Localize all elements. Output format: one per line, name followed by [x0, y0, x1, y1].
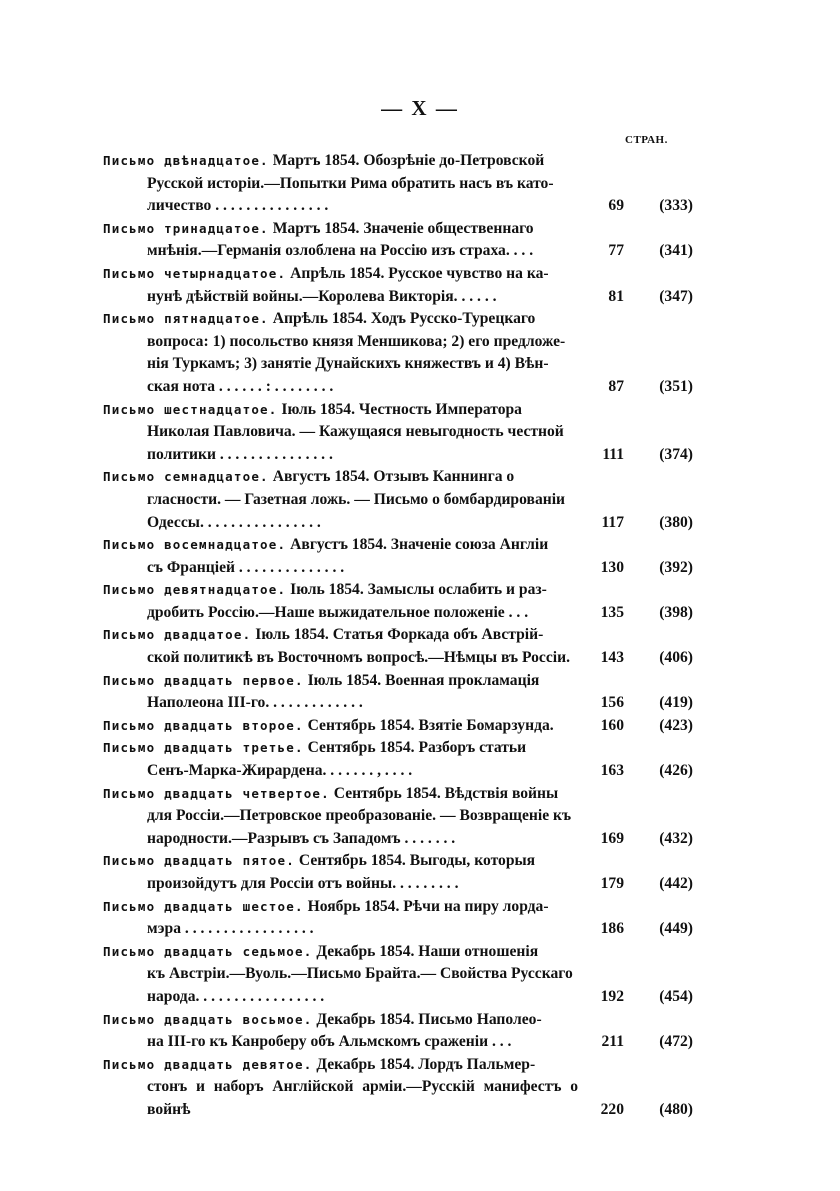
toc-entry-text [103, 218, 578, 263]
original-page-number: (398) [659, 603, 693, 621]
original-page-number: (442) [659, 875, 693, 892]
toc-entry [103, 308, 693, 398]
toc-entry [103, 670, 693, 715]
letter-number: Письмо семнадцатое. [103, 469, 269, 485]
letter-number: Письмо двадцать восьмое. [103, 1011, 313, 1027]
toc-entry [103, 263, 693, 308]
toc-entry-text [103, 737, 578, 782]
toc-entry-first-line [103, 218, 578, 241]
page-number: 135 [600, 603, 624, 621]
letter-number: Письмо восемнадцатое. [103, 537, 287, 553]
page-number: 87 [608, 377, 624, 395]
original-page-number: (426) [659, 762, 693, 780]
toc-entry-first-line [103, 263, 578, 286]
toc-entry [103, 150, 693, 218]
letter-summary: Сентябрь 1854. Взятіе Бомарзунда. [307, 716, 554, 734]
letter-number: Письмо двѣнадцатое. [103, 153, 269, 168]
toc-entry [103, 715, 693, 738]
toc-entry [103, 1009, 693, 1054]
toc-entry-first-line [103, 783, 578, 806]
toc-entry [103, 218, 693, 263]
toc-entry [103, 534, 693, 579]
page-number: 186 [600, 920, 624, 938]
page-number: 156 [600, 694, 624, 712]
toc-entry-text [103, 534, 578, 579]
page-number: 211 [601, 1033, 624, 1051]
toc-entry-continuation: къ Австріи.—Вуоль.—Письмо Брайта.— Свойства Русскаго [147, 965, 573, 983]
toc-entry-text [103, 150, 578, 218]
letter-summary: Мартъ 1854. Значеніе общественнаго [272, 219, 534, 237]
page-number: 111 [602, 445, 624, 463]
toc-entry-first-line [103, 624, 578, 647]
page-number: 220 [600, 1100, 624, 1118]
toc-entry-continuation: Русской исторіи.—Попытки Рима обратить насъ въ като- [147, 174, 554, 192]
toc-entry-continuation: политики . . . . . . . . . . . . . . . [147, 445, 333, 463]
toc-entry-text [103, 1009, 578, 1054]
page-header: — X — [381, 96, 459, 120]
toc-entry-first-line [103, 308, 578, 331]
original-page-number: (406) [659, 649, 693, 667]
letter-summary: Іюль 1854. Статья Форкада объ Австрій- [255, 626, 544, 644]
toc-entry-text [103, 466, 578, 534]
letter-summary: Декабрь 1854. Наши отношенія [316, 942, 539, 960]
original-page-number: (341) [659, 242, 693, 260]
original-page-number: (380) [659, 513, 693, 531]
toc-entry-first-line [103, 534, 578, 557]
letter-number: Письмо тринадцатое. [103, 220, 269, 236]
toc-entry-continuation: нунѣ дѣйствій войны.—Королева Викторія. . . . . . [147, 287, 497, 305]
toc-entry-continuation: мнѣнія.—Германія озлоблена на Россію изъ страха. . . . [147, 242, 534, 260]
toc-entry-continuation: стонъ и наборъ Англійской арміи.—Русскій манифестъ о войнѣ [147, 1078, 578, 1118]
toc-entry-continuation: народа. . . . . . . . . . . . . . . . . [147, 987, 325, 1005]
page-number: 143 [600, 649, 624, 667]
toc-entry-text [103, 308, 578, 398]
pages-column-label: СТРАН. [625, 134, 668, 146]
toc-entry-first-line [103, 399, 578, 422]
page-number: 69 [608, 197, 624, 215]
toc-entry-continuation: личество . . . . . . . . . . . . . . . [147, 197, 329, 215]
toc-entry-continuation: произойдутъ для Россіи отъ войны. . . . . . . . . [147, 875, 459, 892]
toc-entry-continuation: Одессы. . . . . . . . . . . . . . . . [147, 513, 321, 531]
toc-entry-continuation: съ Франціей . . . . . . . . . . . . . . [147, 558, 345, 576]
letter-number: Письмо двадцать четвертое. [103, 785, 330, 801]
letter-number: Письмо двадцать первое. [103, 672, 304, 688]
page-number: 169 [600, 829, 624, 847]
original-page-number: (480) [659, 1100, 693, 1118]
letter-number: Письмо шестнадцатое. [103, 401, 278, 417]
letter-summary: Мартъ 1854. Обозрѣніе до-Петровской [272, 152, 545, 169]
page-number: 77 [608, 242, 624, 260]
letter-summary: Апрѣль 1854. Русское чувство на ка- [290, 264, 549, 282]
toc-entry-first-line [103, 150, 578, 173]
letter-summary: Декабрь 1854. Лордъ Пальмер- [316, 1055, 536, 1073]
toc-entry [103, 737, 693, 782]
toc-entry-continuation: нія Туркамъ; 3) занятіе Дунайскихъ княжествъ и 4) Вѣн- [147, 355, 549, 373]
toc-entry-text [103, 896, 578, 941]
toc-entry [103, 941, 693, 1009]
page-number: 163 [600, 762, 624, 780]
toc-entry-continuation: народности.—Разрывъ съ Западомъ . . . . . . . [147, 829, 456, 847]
toc-entry-text [103, 624, 578, 669]
original-page-number: (392) [659, 558, 693, 576]
toc-entry-continuation: Николая Павловича. — Кажущаяся невыгодность честной [147, 423, 564, 441]
toc-entry-first-line [103, 896, 578, 919]
toc-entry-first-line [103, 715, 578, 738]
toc-entry-text [103, 399, 578, 467]
original-page-number: (432) [659, 829, 693, 847]
page-number: 130 [600, 558, 624, 576]
toc-entry-text [103, 715, 578, 738]
letter-summary: Сентябрь 1854. Вѣдствія войны [333, 784, 559, 802]
page-number: 160 [600, 716, 624, 734]
original-page-number: (333) [659, 197, 693, 215]
toc-entry-text [103, 941, 578, 1009]
toc-entry-continuation: Наполеона III-го. . . . . . . . . . . . . [147, 694, 363, 712]
toc-entry [103, 624, 693, 669]
toc-entry-first-line [103, 670, 578, 693]
letter-number: Письмо двадцатое. [103, 627, 252, 643]
toc-entry [103, 783, 693, 851]
toc-entry [103, 850, 693, 895]
toc-entry-first-line [103, 1054, 578, 1077]
original-page-number: (423) [659, 716, 693, 734]
letter-summary: Декабрь 1854. Письмо Наполео- [316, 1010, 542, 1028]
toc-entry-text [103, 1054, 578, 1122]
toc-entry-continuation: Сенъ-Марка-Жирардена. . . . . . . , . . . . [147, 762, 413, 780]
letter-number: Письмо двадцать шестое. [103, 898, 304, 914]
letter-summary: Августъ 1854. Отзывъ Каннинга о [272, 468, 515, 486]
letter-number: Письмо пятнадцатое. [103, 311, 269, 327]
toc-entry [103, 399, 693, 467]
letter-number: Письмо двадцать седьмое. [103, 943, 313, 959]
letter-summary: Іюль 1854. Честность Императора [281, 400, 522, 418]
toc-entry [103, 579, 693, 624]
toc-entry-continuation: дробить Россію.—Наше выжидательное положеніе . . . [147, 603, 529, 621]
page-number: 81 [608, 287, 624, 305]
toc-entry-first-line [103, 941, 578, 964]
toc-entry-text [103, 579, 578, 624]
toc-entry-first-line [103, 737, 578, 760]
letter-summary: Августъ 1854. Значеніе союза Англіи [290, 536, 549, 554]
toc-entry-text [103, 670, 578, 715]
letter-number: Письмо четырнадцатое. [103, 265, 287, 281]
original-page-number: (449) [659, 920, 693, 938]
letter-number: Письмо двадцать пятое. [103, 853, 295, 869]
toc-entry-continuation: для Россіи.—Петровское преобразованіе. — Возвращеніе къ [147, 807, 572, 825]
toc-entry-continuation: ская нота . . . . . . : . . . . . . . . [147, 377, 334, 395]
original-page-number: (347) [659, 287, 693, 305]
letter-summary: Сентябрь 1854. Выгоды, которыя [298, 852, 536, 870]
toc-entry-first-line [103, 850, 578, 873]
letter-summary: Ноябрь 1854. Рѣчи на пиру лорда- [307, 897, 549, 915]
toc-entry-continuation: ской политикѣ въ Восточномъ вопросѣ.—Нѣмцы въ Россіи. [147, 649, 570, 667]
original-page-number: (351) [659, 377, 693, 395]
toc-entry [103, 896, 693, 941]
letter-number: Письмо двадцать девятое. [103, 1056, 313, 1072]
letter-number: Письмо девятнадцатое. [103, 582, 287, 598]
toc-entry-continuation: гласности. — Газетная ложь. — Письмо о бомбардированіи [147, 490, 566, 508]
toc-entry-continuation: вопроса: 1) посольство князя Меншикова; 2) его предложе- [147, 332, 566, 350]
letter-summary: Сентябрь 1854. Разборъ статьи [307, 739, 527, 757]
toc-entry [103, 466, 693, 534]
page-number: 117 [601, 513, 624, 531]
toc-entry-first-line [103, 579, 578, 602]
toc-entry-continuation: мэра . . . . . . . . . . . . . . . . . [147, 920, 314, 938]
toc-entry-text [103, 850, 578, 895]
table-of-contents [103, 150, 693, 1122]
page-number: 179 [600, 875, 624, 892]
original-page-number: (374) [659, 445, 693, 463]
toc-entry-text [103, 783, 578, 851]
toc-entry-first-line [103, 466, 578, 489]
letter-summary: Іюль 1854. Военная прокламація [307, 671, 540, 689]
original-page-number: (454) [659, 987, 693, 1005]
toc-entry-text [103, 263, 578, 308]
toc-entry-first-line [103, 1009, 578, 1032]
page-number: 192 [600, 987, 624, 1005]
letter-summary: Апрѣль 1854. Ходъ Русско-Турецкаго [272, 310, 536, 328]
toc-entry-continuation: на III-го къ Канроберу объ Альмскомъ сраженіи . . . [147, 1033, 512, 1051]
letter-number: Письмо двадцать третье. [103, 740, 304, 756]
letter-number: Письмо двадцать второе. [103, 717, 304, 733]
original-page-number: (419) [659, 694, 693, 712]
letter-summary: Іюль 1854. Замыслы ослабить и раз- [290, 581, 547, 599]
original-page-number: (472) [659, 1033, 693, 1051]
toc-entry [103, 1054, 693, 1122]
